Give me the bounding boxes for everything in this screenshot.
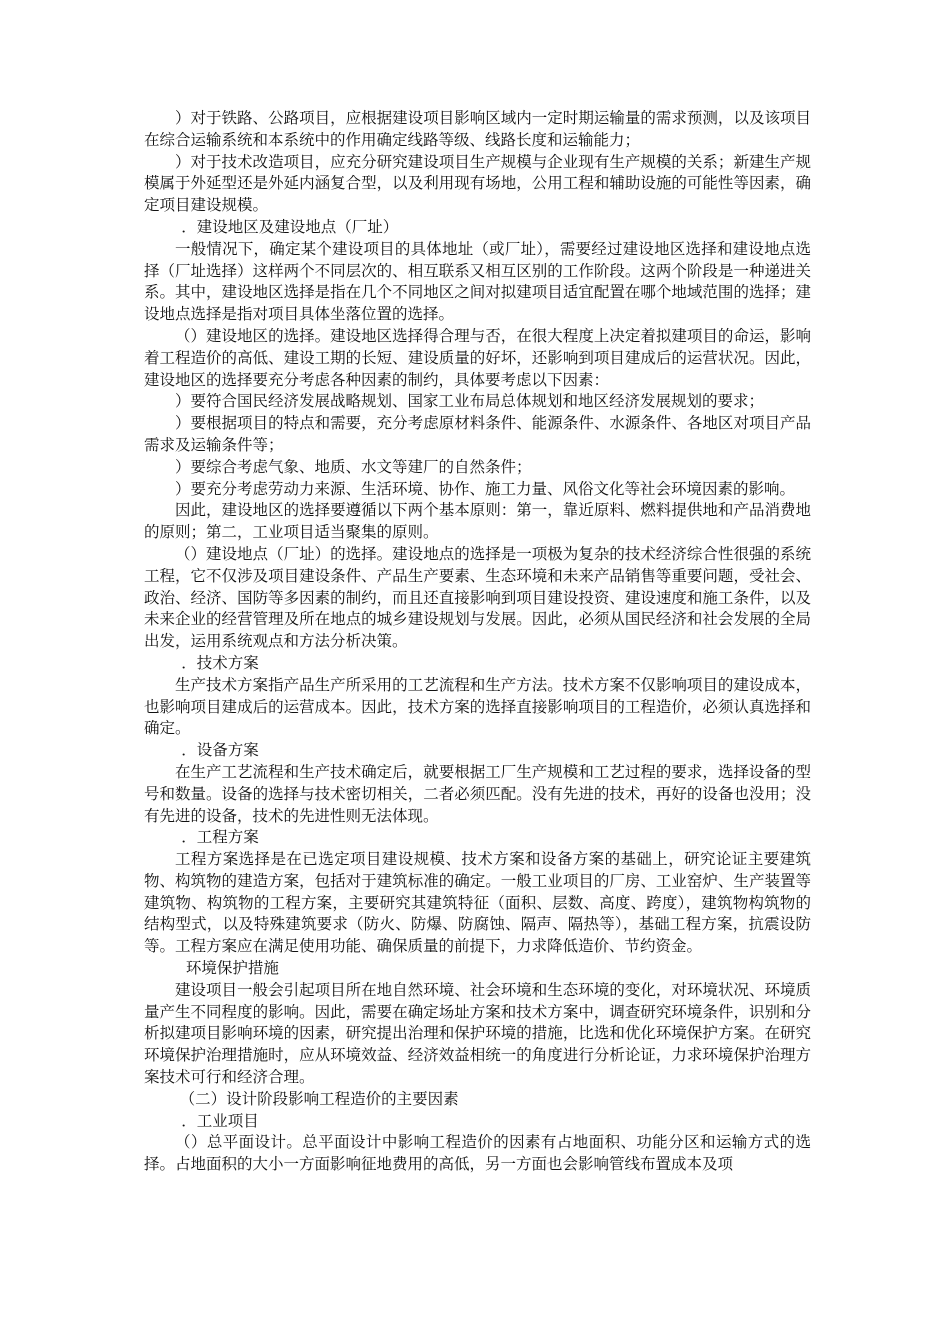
heading-environmental-protection: 环境保护措施 bbox=[185, 959, 279, 978]
heading-equipment-plan: ．设备方案 bbox=[181, 741, 259, 760]
heading-engineering-plan: ．工程方案 bbox=[181, 828, 259, 847]
paragraph-region-factor-3: ）要综合考虑气象、地质、水文等建厂的自然条件； bbox=[175, 457, 532, 476]
paragraph-engineering-plan: 工程方案选择是在已选定项目建设规模、技术方案和设备方案的基础上，研究论证主要建筑物、构筑物的建造方案，包括对于建筑标准的确定。一般工业项目的厂房、工业窑炉、生产装置等建筑物、构筑物的工程方案，主要研究其建筑特征（面积、层数、高度、跨度），建筑物构筑物的结构型式，以及特殊建筑要求（防火、防爆、防腐蚀、隔声、隔热等），基础工程方案，抗震设防等。工程方案应在满足使用功能、确保质量的前提下，力求降低造价、节约资金。 bbox=[144, 850, 811, 956]
document-body bbox=[144, 108, 811, 1176]
paragraph-region-factor-1: ）要符合国民经济发展战略规划、国家工业布局总体规划和地区经济发展规划的要求； bbox=[175, 392, 765, 411]
paragraph-railway: ）对于铁路、公路项目，应根据建设项目影响区域内一定时期运输量的需求预测，以及该项目在综合运输系统和本系统中的作用确定线路等级、线路长度和运输能力； bbox=[144, 109, 811, 149]
paragraph-site-selection: （）建设地点（厂址）的选择。建设地点的选择是一项极为复杂的技术经济综合性很强的系统工程，它不仅涉及项目建设条件、产品生产要素、生态环境和未来产品销售等重要问题，受社会、政治、经济、国防等多因素的制约，而且还直接影响到项目建设投资、建设速度和施工条件，以及未来企业的经营管理及所在地点的城乡建设规划与发展。因此，必须从国民经济和社会发展的全局出发，运用系统观点和方法分析决策。 bbox=[144, 544, 811, 651]
heading-technical-plan: ．技术方案 bbox=[181, 653, 259, 672]
paragraph-technical-plan: 生产技术方案指产品生产所采用的工艺流程和生产方法。技术方案不仅影响项目的建设成本，也影响项目建成后的运营成本。因此，技术方案的选择直接影响项目的工程造价，必须认真选择和确定。 bbox=[144, 675, 811, 738]
heading-design-stage-factors: （二）设计阶段影响工程造价的主要因素 bbox=[179, 1089, 459, 1108]
paragraph-environmental-protection: 建设项目一般会引起项目所在地自然环境、社会环境和生态环境的变化，对环境状况、环境质量产生不同程度的影响。因此，需要在确定场址方案和技术方案中，调查研究环境条件，识别和分析拟建项目影响环境的因素，研究提出治理和保护环境的措施，比选和优化环境保护方案。在研究环境保护治理措施时，应从环境效益、经济效益相统一的角度进行分析论证，力求环境保护治理方案技术可行和经济合理。 bbox=[144, 980, 811, 1087]
heading-construction-site: ．建设地区及建设地点（厂址） bbox=[181, 217, 399, 236]
paragraph-site-intro: 一般情况下，确定某个建设项目的具体地址（或厂址），需要经过建设地区选择和建设地点选择（厂址选择）这样两个不同层次的、相互联系又相互区别的工作阶段。这两个阶段是一种递进关系。其中，建设地区选择是指在几个不同地区之间对拟建项目适宜配置在哪个地域范围的选择；建设地点选择是指对项目具体坐落位置的选择。 bbox=[144, 239, 811, 324]
paragraph-region-factor-2: ）要根据项目的特点和需要，充分考虑原材料条件、能源条件、水源条件、各地区对项目产品需求及运输条件等； bbox=[144, 414, 811, 454]
paragraph-equipment-plan: 在生产工艺流程和生产技术确定后，就要根据工厂生产规模和工艺过程的要求，选择设备的型号和数量。设备的选择与技术密切相关，二者必须匹配。没有先进的技术，再好的设备也没用；没有先进的设备，技术的先进性则无法体现。 bbox=[144, 762, 811, 825]
paragraph-site-plan-design: （）总平面设计。总平面设计中影响工程造价的因素有占地面积、功能分区和运输方式的选择。占地面积的大小一方面影响征地费用的高低，另一方面也会影响管线布置成本及项 bbox=[144, 1133, 811, 1174]
paragraph-region-factor-4: ）要充分考虑劳动力来源、生活环境、协作、施工力量、风俗文化等社会环境因素的影响。 bbox=[175, 479, 796, 498]
paragraph-region-selection: （）建设地区的选择。建设地区选择得合理与否，在很大程度上决定着拟建项目的命运，影响着工程造价的高低、建设工期的长短、建设质量的好坏，还影响到项目建成后的运营状况。因此，建设地区的选择要充分考虑各种因素的制约，具体要考虑以下因素： bbox=[144, 326, 811, 389]
paragraph-tech-renovation: ）对于技术改造项目，应充分研究建设项目生产规模与企业现有生产规模的关系；新建生产规模属于外延型还是外延内涵复合型，以及利用现有场地，公用工程和辅助设施的可能性等因素，确定项目建设规模。 bbox=[144, 152, 811, 215]
heading-industrial-projects: ．工业项目 bbox=[181, 1111, 259, 1130]
paragraph-region-principles: 因此，建设地区的选择要遵循以下两个基本原则：第一，靠近原料、燃料提供地和产品消费地的原则；第二，工业项目适当聚集的原则。 bbox=[144, 501, 811, 542]
